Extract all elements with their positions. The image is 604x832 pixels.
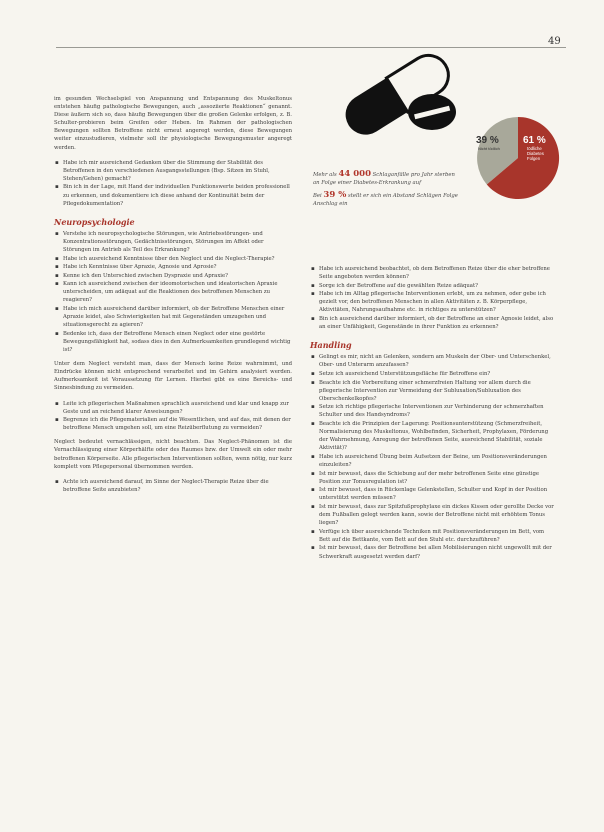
left-list-2: [54, 230, 292, 354]
list-item: ▪ Habe ich ausreichend beobachtet, ob dem Betroffenen Reize über die eher betroffene Seite angeboten werden können?: [319, 265, 556, 281]
left-column: [54, 95, 292, 500]
left-list-4: [54, 478, 292, 494]
pie-right-label-2: Diabetes: [527, 151, 544, 156]
neglect-paragraph: Unter dem Neglect versteht man, dass der Mensch keine Reize wahrnimmt, und Eindrücke können nicht entsprechend verarbeitet und im Gehirn analysiert werden. Aufmerksamkeit ist Voraussetzung für Lernen. Hierbei gibt es eine Bereichs- und Sinnesbindung zu vermeiden.: [54, 361, 292, 392]
right-list-1: [310, 265, 556, 331]
list-item: ▪ Ist mir bewusst, dass zur Spitzfußprophylaxe ein dickes Kissen oder gerollte Decke vor dem Fußballen gelegt werden kann, sowie der Betroffene nicht mit erhöhtem Tonus liegen?: [319, 503, 556, 527]
list-item: ▪ Bin ich ausreichend darüber informiert, ob der Betroffene an einer Agnosie leidet, also an einer Unfähigkeit, Gegenstände in ihrer Funktion zu erkennen?: [319, 315, 556, 331]
heading-neuropsychologie: Neuropsychologie: [54, 216, 135, 227]
list-item: ▪ Ist mir bewusst, dass der Betroffene bei allen Mobilisierungen nicht ungewollt mit der Schwerkraft ausgesetzt werden darf?: [319, 544, 556, 560]
page-number: 49: [548, 36, 561, 47]
list-item: ▪ Beachte ich die Vorbereitung einer schmerzfreien Haltung vor allem durch die pflegerische Intervention zur Vermeidung der Subluxation/Subluxation des Oberschenkelkopfes?: [319, 379, 556, 403]
pie-right-pct: 61 %: [523, 135, 546, 146]
pie-right-label-1: tödliche: [527, 146, 542, 151]
pie-left-pct: 39 %: [476, 135, 499, 146]
list-item: ▪ Habe ich ausreichend Kenntnisse über den Neglect und die Neglect-Therapie?: [63, 255, 292, 263]
list-item: ▪ Beachte ich die Prinzipien der Lagerung: Positionsunterstützung (Schmerzfreiheit, Normalisierung des Muskeltonus, Wohlbefinden, Sicherheit, Prophylaxen, Förderung der Wahrnehmung, Anregung der betroffenen Seite, ausreichend Stabilität, soziale Aktivität)?: [319, 420, 556, 452]
left-list-3: [54, 400, 292, 433]
list-item: ▪ Setze ich richtige pflegerische Interventionen zur Verhinderung der schmerzhaften Schulter und des Handsyndroms?: [319, 403, 556, 419]
stat-line-1: Mehr als 44 000 Schlaganfälle pro Jahr sterben an Folge einer Diabetes-Erkrankung auf: [313, 169, 455, 186]
list-item: ▪ Achte ich ausreichend darauf, im Sinne der Neglect-Therapie Reize über die betroffene Seite anzubieten?: [63, 478, 292, 494]
list-item: ▪ Sorge ich der Betroffene auf die gewählten Reize adäquat?: [319, 282, 556, 290]
list-item: ▪ Habe ich mich ausreichend darüber informiert, ob der Betroffene Menschen einer Apraxie leidet, also Schwierigkeiten hat mit Gegenständen umzugehen und situationsgerecht zu agieren?: [63, 305, 292, 329]
pie-left-label: Nicht tödlich: [478, 146, 500, 151]
list-item: ▪ Habe ich mir ausreichend Gedanken über die Stimmung der Stabilität des Betroffenen in den verschiedenen Ausgangsstellungen (Bsp. Sitzen im Stuhl, Stehen/Gehen) gemacht?: [63, 159, 292, 183]
list-item: ▪ Kann ich ausreichend zwischen der ideomotorischen und ideatorischen Apraxie unterscheiden, um adäquat auf die Reaktionen des betroffenen Menschen zu reagieren?: [63, 280, 292, 304]
list-item: ▪ Verstehe ich neuropsychologische Störungen, wie Antriebsstörungen- und Konzentrationsstörungen, Gedächtnisstörungen, Störungen im Affekt oder Störungen im Antrieb als Teil des Erkrankung?: [63, 230, 292, 254]
list-item: ▪ Habe ich ausreichend Übung beim Aufsetzen der Beine, um Positionsveränderungen einzuleiten?: [319, 453, 556, 469]
stats-box: [313, 171, 463, 213]
list-item: ▪ Bin ich in der Lage, mit Hand der individuellen Funktionswerte beiden professionell zu erkennen, und dokumentiere ich diese anhand der Kontinuität beim der Pflegedokumentation?: [63, 183, 292, 207]
stat-number-2: 39 %: [323, 190, 347, 200]
list-item: ▪ Leite ich pflegerischen Maßnahmen sprachlich ausreichend und klar und knapp zur Geste und an reichend klarer Anweisungen?: [63, 400, 292, 416]
intro-paragraph: im gesunden Wechselspiel von Anspannung und Entspannung des Muskeltonus entstehen häufig pathologische Bewegungen, auch „assoziierte Reaktionen“ genannt. Diese äußern sich so, dass häufig Bewegungen über die großen Gelenke erfolgen, z. B. Schulter-probieren beim Greifen oder Heben. Im Rahmen der pathologischen Bewegungen sollten Betroffene nicht erneut angeregt werden, diese Bewegungen weiter einzustudieren, vielmehr soll ihr physiologische Bewegungsmuster angeregt werden.: [54, 96, 292, 151]
list-item: ▪ Bedenke ich, dass der Betroffene Mensch einen Neglect oder eine gestörte Bewegungsfähigkeit hat, sodass dies in den Aufmerksamkeiten grundlegend wichtig ist?: [63, 330, 292, 354]
pie-chart: [473, 113, 563, 203]
list-item: ▪ Kenne ich den Unterschied zwischen Dyspraxie und Apraxie?: [63, 272, 292, 280]
stat-line-2: Bei 39 % stellt er sich ein Abstand Schlägen Folge Anschlag ein: [313, 190, 458, 207]
list-item: ▪ Ist mir bewusst, dass in Rückenlage Gelenkstellen, Schulter und Kopf in der Position unterstützt werden müssen?: [319, 486, 556, 502]
list-item: ▪ Verfüge ich über ausreichende Techniken mit Positionsveränderungen im Bett, vom Bett auf die Bettkante, vom Bett auf den Stuhl etc. durchzuführen?: [319, 528, 556, 544]
list-item: ▪ Begrenze ich die Pflegematerialien auf die Wesentlichen, und auf das, mit denen der betroffene Mensch umgehen soll, um eine Reizüberflutung zu vermeiden?: [63, 416, 292, 432]
neglect-definition-paragraph: Neglect bedeutet vernachlässigen, nicht beachten. Das Neglect-Phänomen ist die Vernachlässigung einer Körperhälfte oder des Raumes bzw. der Umwelt ein oder mehr betroffenen Körperseite. Alle pflegerischen Interventionen sollten, wenn nötig, nur kurz komplett vom Pflegepersonal übernommen werden.: [54, 439, 292, 470]
stat-number-1: 44 000: [338, 169, 371, 179]
left-list-1: [54, 159, 292, 208]
pie-right-label-3: Folgen: [527, 156, 541, 161]
right-column: [310, 265, 556, 567]
list-item: ▪ Ist mir bewusst, dass die Schiebung auf der mehr betroffenen Seite eine günstige Position zur Tonusregulation ist?: [319, 470, 556, 486]
pill-illustration: [322, 50, 472, 140]
heading-handling: Handling: [310, 340, 352, 351]
list-item: ▪ Habe ich im Alltag pflegerische Interventionen erlebt, um zu nehmen, oder gebe ich gezielt vor, den betroffenen Menschen in allen Aktivitäten z. B. Körperpflege, Aktivitäten, Nahrungsaufnahme etc. in richtiges zu unterstützen?: [319, 290, 556, 314]
list-item: ▪ Setze ich ausreichend Unterstützungsfläche für Betroffene ein?: [319, 370, 556, 378]
list-item: ▪ Gelingt es mir, nicht an Gelenken, sondern am Muskeln der Ober- und Unterschenkel, Ober- und Unterarm anzufassen?: [319, 353, 556, 369]
right-list-2: [310, 353, 556, 560]
list-item: ▪ Habe ich Kenntnisse über Apraxie, Agnosie und Aprosie?: [63, 263, 292, 271]
header-rule: [56, 47, 566, 48]
